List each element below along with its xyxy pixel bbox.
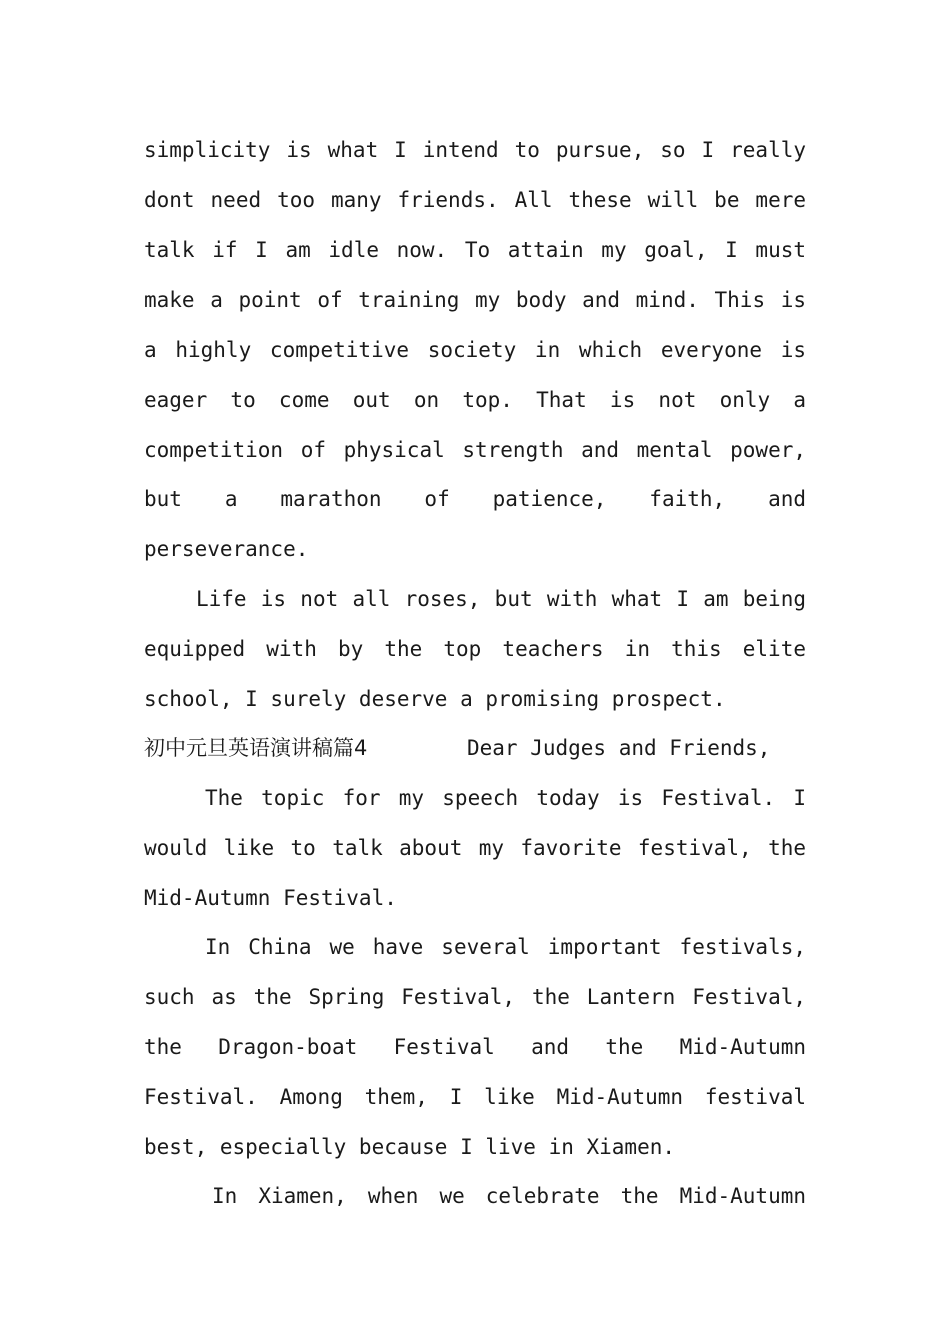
text-line: The topic for my speech today is Festival. I	[205, 786, 806, 810]
text-line: Mid-Autumn Festival.	[144, 886, 397, 910]
text-line: eager to come out on top. That is not only a	[144, 388, 806, 412]
text-line: would like to talk about my favorite festival, the	[144, 836, 806, 860]
text-line: the Dragon-boat Festival and the Mid-Autumn	[144, 1035, 806, 1059]
text-line: Festival. Among them, I like Mid-Autumn festival	[144, 1085, 806, 1109]
text-line: dont need too many friends. All these will be mere	[144, 188, 806, 212]
text-line: Life is not all roses, but with what I am being	[196, 587, 806, 611]
text-line: but a marathon of patience, faith, and	[144, 487, 806, 511]
text-line: talk if I am idle now. To attain my goal, I must	[144, 238, 806, 262]
text-line: a highly competitive society in which everyone is	[144, 338, 806, 362]
text-line: best, especially because I live in Xiamen.	[144, 1135, 676, 1159]
text-line: competition of physical strength and mental power,	[144, 438, 806, 462]
text-line: In China we have several important festivals,	[205, 935, 806, 959]
text-line: simplicity is what I intend to pursue, so I really	[144, 138, 806, 162]
text-line: school, I surely deserve a promising prospect.	[144, 687, 726, 711]
text-line: make a point of training my body and mind. This is	[144, 288, 806, 312]
text-line: In Xiamen, when we celebrate the Mid-Autumn	[212, 1184, 806, 1208]
section-heading: 初中元旦英语演讲稿篇4	[144, 736, 368, 760]
text-line: such as the Spring Festival, the Lantern Festival,	[144, 985, 806, 1009]
text-line: equipped with by the top teachers in this elite	[144, 637, 806, 661]
text-line: perseverance.	[144, 537, 309, 561]
salutation: Dear Judges and Friends,	[467, 736, 771, 760]
